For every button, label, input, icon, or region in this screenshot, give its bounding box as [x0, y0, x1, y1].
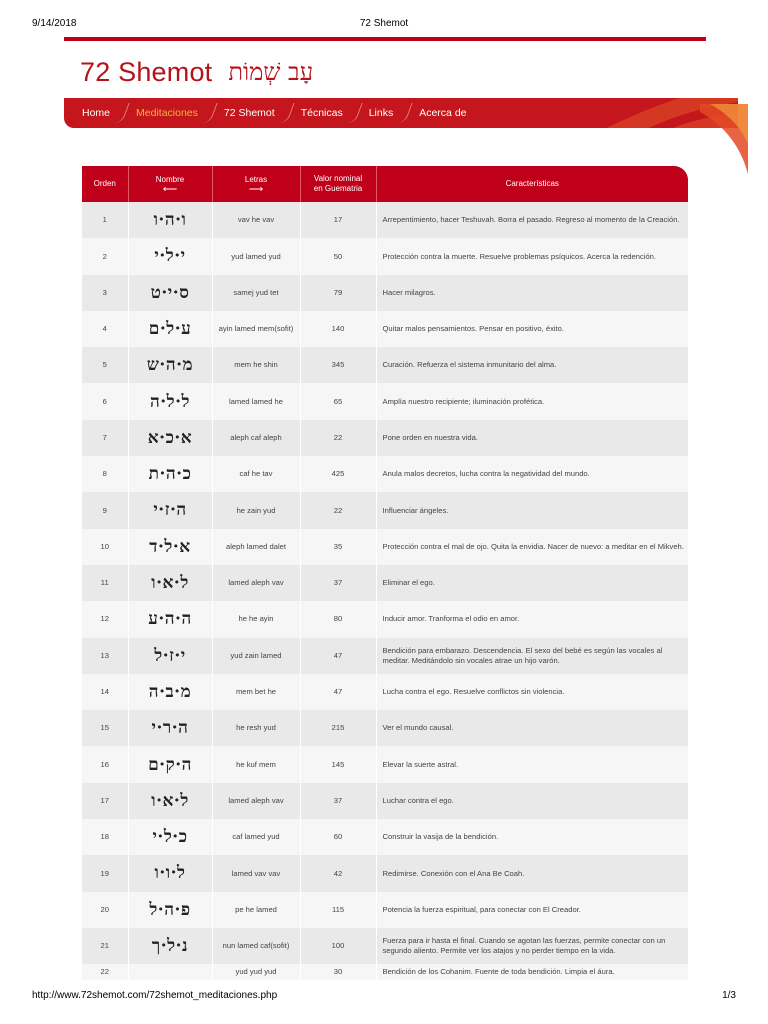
cell-caracteristicas: Amplía nuestro recipiente; iluminación profética.: [376, 383, 688, 419]
cell-caracteristicas: Influenciar ángeles.: [376, 492, 688, 528]
cell-orden: 2: [82, 238, 128, 274]
cell-caracteristicas: Inducir amor. Tranforma el odio en amor.: [376, 601, 688, 637]
cell-letras: yud lamed yud: [212, 238, 300, 274]
cell-letras: caf he tav: [212, 456, 300, 492]
cell-letras: yud yud yud: [212, 964, 300, 980]
col-header-orden: Orden: [82, 166, 128, 202]
table-row: [82, 565, 688, 601]
cell-nombre-hebrew: ל·א·ו: [128, 783, 212, 819]
cell-valor: 215: [300, 710, 376, 746]
cell-letras: lamed lamed he: [212, 383, 300, 419]
cell-caracteristicas: Arrepentimiento, hacer Teshuvah. Borra el pasado. Regreso al momento de la Creación.: [376, 202, 688, 238]
table-row: [82, 456, 688, 492]
table-row: [82, 638, 688, 674]
cell-nombre-hebrew: ה·ק·ם: [128, 746, 212, 782]
cell-valor: 35: [300, 529, 376, 565]
cell-valor: 30: [300, 964, 376, 980]
cell-valor: 47: [300, 674, 376, 710]
cell-orden: 4: [82, 311, 128, 347]
cell-caracteristicas: Redimirse. Conexión con el Ana Be Coah.: [376, 855, 688, 891]
cell-orden: 19: [82, 855, 128, 891]
cell-nombre-hebrew: מ·ב·ה: [128, 674, 212, 710]
nav-item-acerca-de[interactable]: Acerca de: [419, 107, 467, 119]
cell-valor: 42: [300, 855, 376, 891]
cell-caracteristicas: Eliminar el ego.: [376, 565, 688, 601]
cell-nombre-hebrew: פ·ה·ל: [128, 892, 212, 928]
cell-orden: 6: [82, 383, 128, 419]
cell-nombre-hebrew: כ·ל·י: [128, 819, 212, 855]
cell-nombre-hebrew: י·ל·י: [128, 238, 212, 274]
cell-letras: aleph lamed dalet: [212, 529, 300, 565]
table-row: [82, 202, 688, 238]
cell-letras: caf lamed yud: [212, 819, 300, 855]
print-footer: [32, 990, 736, 1004]
cell-orden: 13: [82, 638, 128, 674]
cell-orden: 21: [82, 928, 128, 964]
cell-orden: 15: [82, 710, 128, 746]
cell-caracteristicas: Bendición de los Cohanim. Fuente de toda bendición. Limpia el áura.: [376, 964, 688, 980]
cell-valor: 145: [300, 746, 376, 782]
cell-caracteristicas: Lucha contra el ego. Resuelve conflictos sin violencia.: [376, 674, 688, 710]
cell-orden: 11: [82, 565, 128, 601]
cell-valor: 80: [300, 601, 376, 637]
cell-letras: mem bet he: [212, 674, 300, 710]
col-header-caracteristicas: Características: [376, 166, 688, 202]
cell-caracteristicas: Pone orden en nuestra vida.: [376, 420, 688, 456]
print-url: http://www.72shemot.com/72shemot_meditaciones.php: [32, 990, 278, 1001]
cell-caracteristicas: Fuerza para ir hasta el final. Cuando se agotan las fuerzas, permite conectar con un segundo aliento. Permite ver los atajos y no perder tiempo en la vida.: [376, 928, 688, 964]
cell-valor: 50: [300, 238, 376, 274]
table-row: [82, 347, 688, 383]
table-row: [82, 275, 688, 311]
cell-letras: aleph caf aleph: [212, 420, 300, 456]
cell-orden: 7: [82, 420, 128, 456]
cell-caracteristicas: Ver el mundo causal.: [376, 710, 688, 746]
print-page-number: 1/3: [722, 990, 736, 1001]
cell-caracteristicas: Hacer milagros.: [376, 275, 688, 311]
nav-item-t-cnicas[interactable]: Técnicas: [288, 98, 356, 128]
cell-orden: 10: [82, 529, 128, 565]
cell-valor: 22: [300, 492, 376, 528]
cell-caracteristicas: Luchar contra el ego.: [376, 783, 688, 819]
nav-item-home[interactable]: Home: [82, 98, 123, 128]
cell-valor: 115: [300, 892, 376, 928]
table-row: [82, 855, 688, 891]
table-header-row: [82, 166, 688, 202]
cell-nombre-hebrew: א·ל·ד: [128, 529, 212, 565]
table-row: [82, 492, 688, 528]
decorative-swirl-right: [700, 104, 748, 174]
cell-nombre-hebrew: כ·ה·ת: [128, 456, 212, 492]
cell-orden: 16: [82, 746, 128, 782]
cell-valor: 47: [300, 638, 376, 674]
table-row: [82, 420, 688, 456]
cell-nombre-hebrew: נ·ל·ך: [128, 928, 212, 964]
col-header-nombre: Nombre ⟵: [128, 166, 212, 202]
cell-valor: 345: [300, 347, 376, 383]
cell-letras: he zain yud: [212, 492, 300, 528]
cell-valor: 79: [300, 275, 376, 311]
table-row: [82, 783, 688, 819]
cell-orden: 17: [82, 783, 128, 819]
col-header-valor: Valor nominal en Guematria: [300, 166, 376, 202]
cell-nombre-hebrew: ל·ו·ו: [128, 855, 212, 891]
cell-nombre-hebrew: ע·ל·ם: [128, 311, 212, 347]
cell-letras: nun lamed caf(sofit): [212, 928, 300, 964]
cell-caracteristicas: Anula malos decretos, lucha contra la negatividad del mundo.: [376, 456, 688, 492]
names-table: [82, 166, 688, 980]
cell-valor: 17: [300, 202, 376, 238]
cell-letras: lamed vav vav: [212, 855, 300, 891]
cell-letras: lamed aleph vav: [212, 783, 300, 819]
table-row: [82, 601, 688, 637]
cell-nombre-hebrew: י·ז·ל: [128, 638, 212, 674]
arrow-right-icon: ⟶: [248, 183, 264, 195]
cell-letras: mem he shin: [212, 347, 300, 383]
cell-nombre-hebrew: א·כ·א: [128, 420, 212, 456]
cell-letras: he resh yud: [212, 710, 300, 746]
table-row: [82, 383, 688, 419]
cell-letras: vav he vav: [212, 202, 300, 238]
cell-orden: 20: [82, 892, 128, 928]
cell-orden: 8: [82, 456, 128, 492]
cell-orden: 18: [82, 819, 128, 855]
table-row: [82, 529, 688, 565]
site-name: 72 Shemot: [80, 56, 213, 87]
table-row: [82, 819, 688, 855]
cell-nombre-hebrew: ל·א·ו: [128, 565, 212, 601]
cell-letras: pe he lamed: [212, 892, 300, 928]
cell-nombre-hebrew: מ·ה·ש: [128, 347, 212, 383]
arrow-left-icon: ⟵: [162, 183, 178, 195]
print-header: [32, 18, 736, 32]
cell-orden: 22: [82, 964, 128, 980]
cell-nombre-hebrew: ה·ה·ע: [128, 601, 212, 637]
cell-valor: 60: [300, 819, 376, 855]
cell-valor: 140: [300, 311, 376, 347]
print-date: 9/14/2018: [32, 18, 77, 29]
cell-valor: 37: [300, 565, 376, 601]
cell-valor: 22: [300, 420, 376, 456]
cell-caracteristicas: Elevar la suerte astral.: [376, 746, 688, 782]
table-row: [82, 710, 688, 746]
table-row: [82, 238, 688, 274]
cell-letras: samej yud tet: [212, 275, 300, 311]
cell-caracteristicas: Quitar malos pensamientos. Pensar en positivo, éxito.: [376, 311, 688, 347]
cell-caracteristicas: Bendición para embarazo. Descendencia. El sexo del bebé es según las vocales al meditar. Meditándolo sin vocales atrae un hijo varón.: [376, 638, 688, 674]
cell-caracteristicas: Protección contra el mal de ojo. Quita la envidia. Nacer de nuevo: a meditar en el Mikveh.: [376, 529, 688, 565]
print-title: 72 Shemot: [359, 18, 409, 29]
site-name-hebrew: עָב שְׁמוֹת: [228, 57, 314, 86]
nav-items: [82, 98, 480, 128]
cell-letras: ayin lamed mem(sofit): [212, 311, 300, 347]
site-logo[interactable]: [80, 54, 313, 90]
table-row: [82, 892, 688, 928]
cell-orden: 5: [82, 347, 128, 383]
cell-nombre-hebrew: [128, 964, 212, 980]
nav-item-meditaciones[interactable]: Meditaciones: [123, 98, 211, 128]
cell-valor: 65: [300, 383, 376, 419]
cell-letras: yud zain lamed: [212, 638, 300, 674]
cell-caracteristicas: Potencia la fuerza espiritual, para conectar con El Creador.: [376, 892, 688, 928]
top-divider: [64, 37, 706, 41]
table-body: [82, 202, 688, 980]
cell-nombre-hebrew: ס·י·ט: [128, 275, 212, 311]
table-row: [82, 311, 688, 347]
table-row: [82, 928, 688, 964]
cell-caracteristicas: Construir la vasija de la bendición.: [376, 819, 688, 855]
names-table-container: [82, 166, 688, 980]
cell-nombre-hebrew: ה·ז·י: [128, 492, 212, 528]
cell-orden: 9: [82, 492, 128, 528]
col-header-letras: Letras ⟶: [212, 166, 300, 202]
cell-nombre-hebrew: ו·ה·ו: [128, 202, 212, 238]
cell-nombre-hebrew: ל·ל·ה: [128, 383, 212, 419]
cell-valor: 37: [300, 783, 376, 819]
cell-letras: lamed aleph vav: [212, 565, 300, 601]
cell-orden: 12: [82, 601, 128, 637]
cell-caracteristicas: Protección contra la muerte. Resuelve problemas psíquicos. Acerca la redención.: [376, 238, 688, 274]
table-row: [82, 674, 688, 710]
table-row: [82, 746, 688, 782]
table-row: [82, 964, 688, 980]
nav-item-72-shemot[interactable]: 72 Shemot: [211, 98, 288, 128]
cell-caracteristicas: Curación. Refuerza el sistema inmunitario del alma.: [376, 347, 688, 383]
cell-orden: 14: [82, 674, 128, 710]
cell-letras: he he ayin: [212, 601, 300, 637]
nav-item-links[interactable]: Links: [356, 98, 407, 128]
cell-valor: 100: [300, 928, 376, 964]
cell-valor: 425: [300, 456, 376, 492]
cell-orden: 1: [82, 202, 128, 238]
main-nav: [64, 98, 738, 128]
cell-orden: 3: [82, 275, 128, 311]
cell-nombre-hebrew: ה·ר·י: [128, 710, 212, 746]
cell-letras: he kuf mem: [212, 746, 300, 782]
